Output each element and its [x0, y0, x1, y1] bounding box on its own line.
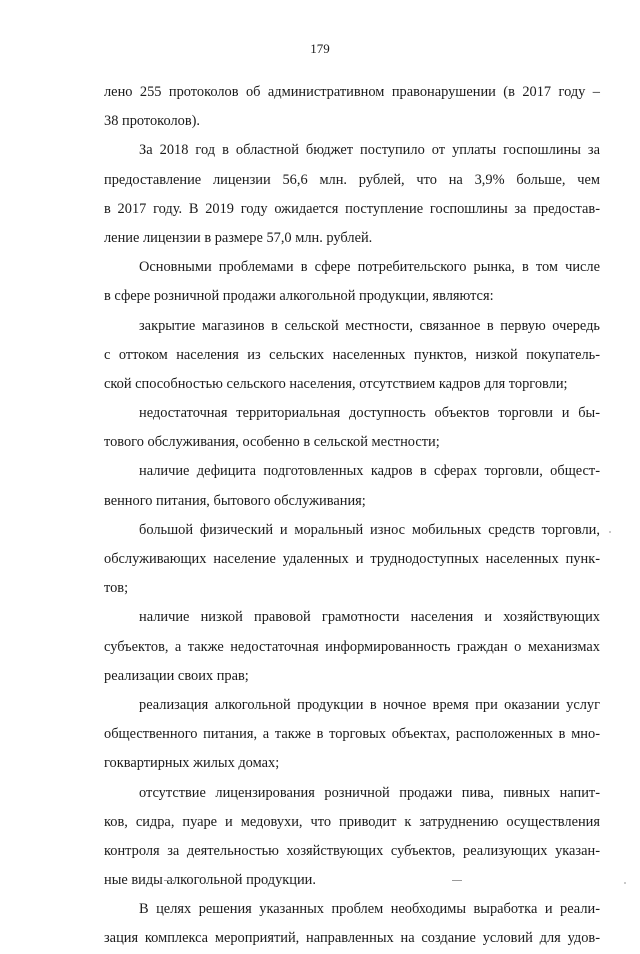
- text-line: в 2017 году. В 2019 году ожидается поступление госпошлины за предостав-: [104, 200, 600, 217]
- text-line: лено 255 протоколов об административном правонарушении (в 2017 году –: [104, 84, 600, 100]
- text-line: предоставление лицензии 56,6 млн. рублей, что на 3,9% больше, чем: [104, 171, 600, 188]
- text-line: ской способностью сельского населения, отсутствием кадров для торговли;: [104, 375, 568, 392]
- text-line: ные виды алкогольной продукции.: [104, 872, 316, 889]
- scan-artifact-left: [164, 880, 174, 883]
- text-line: венного питания, бытового обслуживания;: [104, 492, 366, 509]
- scan-speck: [609, 531, 611, 533]
- body-text: [104, 78, 600, 954]
- text-line: тов;: [104, 580, 129, 597]
- text-line: зация комплекса мероприятий, направленных на создание условий для удов-: [104, 930, 600, 947]
- text-line: тового обслуживания, особенно в сельской местности;: [104, 434, 440, 451]
- text-line: наличие дефицита подготовленных кадров в сферах торговли, общест-: [139, 463, 600, 480]
- page-number: 179: [310, 41, 330, 56]
- text-line: гоквартирных жилых домах;: [104, 755, 280, 772]
- text-line: ков, сидра, пуаре и медовухи, что приводит к затруднению осуществления: [104, 813, 600, 830]
- scan-speck: [624, 882, 626, 884]
- text-line: закрытие магазинов в сельской местности, связанное в первую очередь: [139, 317, 600, 334]
- text-line: обслуживающих население удаленных и труднодоступных населенных пунк-: [104, 551, 600, 567]
- text-line: отсутствие лицензирования розничной продажи пива, пивных напит-: [139, 784, 600, 801]
- text-line: недостаточная территориальная доступность объектов торговли и бы-: [139, 405, 600, 422]
- scan-artifact-right: [452, 880, 462, 883]
- text-line: реализация алкогольной продукции в ночное время при оказании услуг: [139, 696, 600, 713]
- text-line: За 2018 год в областной бюджет поступило от уплаты госпошлины за: [139, 142, 600, 159]
- text-line: ление лицензии в размере 57,0 млн. рублей.: [104, 229, 373, 246]
- text-line: с оттоком населения из сельских населенных пунктов, низкой покупатель-: [104, 346, 600, 363]
- text-line: субъектов, а также недостаточная информированность граждан о механизмах: [104, 638, 600, 655]
- text-line: общественного питания, а также в торговых объектах, расположенных в мно-: [104, 726, 600, 743]
- text-line: 38 протоколов).: [104, 113, 201, 130]
- text-line: контроля за деятельностью хозяйствующих субъектов, реализующих указан-: [104, 842, 600, 859]
- text-line: большой физический и моральный износ мобильных средств торговли,: [139, 521, 600, 538]
- text-line: реализации своих прав;: [104, 667, 249, 684]
- text-line: наличие низкой правовой грамотности населения и хозяйствующих: [139, 609, 600, 626]
- text-line: Основными проблемами в сфере потребительского рынка, в том числе: [139, 259, 600, 276]
- text-line: в сфере розничной продажи алкогольной продукции, являются:: [104, 288, 494, 305]
- text-line: В целях решения указанных проблем необходимы выработка и реали-: [139, 901, 600, 918]
